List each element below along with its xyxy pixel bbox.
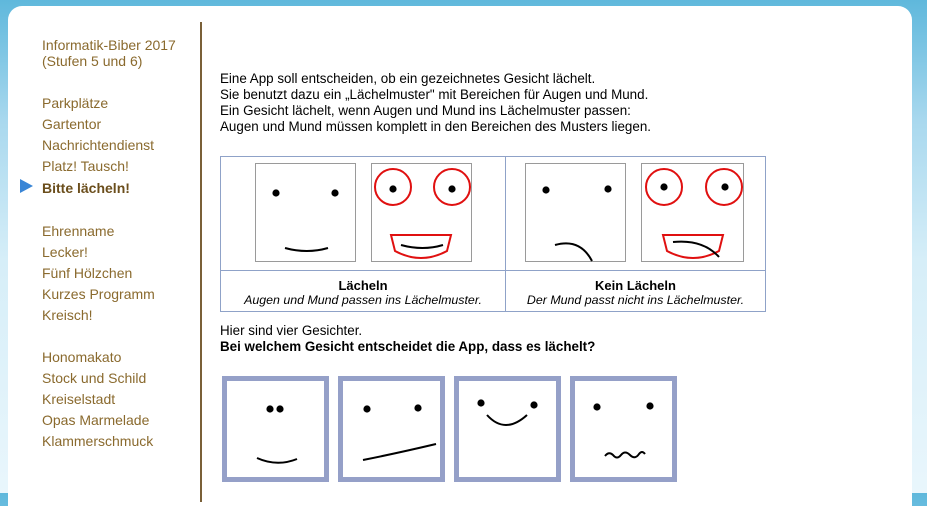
sidebar-item-fuenf-hoelzchen[interactable]: Fünf Hölzchen [42, 265, 133, 281]
sidebar-item-stock-und-schild[interactable]: Stock und Schild [42, 370, 147, 386]
intro-line: Eine App soll entscheiden, ob ein gezeichnetes Gesicht lächelt. [220, 71, 596, 86]
question-line2: Bei welchem Gesicht entscheidet die App, dass es lächelt? [220, 339, 596, 354]
example-table [220, 156, 766, 312]
question-line1: Hier sind vier Gesichter. [220, 323, 363, 338]
face-d-image [575, 381, 672, 477]
smile-pattern-match-image [371, 163, 473, 263]
example-left-title: Lächeln [338, 278, 388, 293]
intro-line: Ein Gesicht lächelt, wenn Augen und Mund ins Lächelmuster passen: [220, 103, 631, 118]
sidebar-divider [200, 22, 202, 502]
intro-line: Sie benutzt dazu ein „Lächelmuster" mit Bereichen für Augen und Mund. [220, 87, 649, 102]
face-a-image [227, 381, 324, 477]
table-divider [221, 270, 765, 271]
sidebar-item-klammerschmuck[interactable]: Klammerschmuck [42, 433, 154, 449]
sidebar-item-gartentor[interactable]: Gartentor [42, 116, 102, 132]
sidebar-item-nachrichtendienst[interactable]: Nachrichtendienst [42, 137, 155, 153]
sidebar-item-bitte-laecheln[interactable]: Bitte lächeln! [42, 180, 130, 196]
face-c-image [459, 381, 556, 477]
task-content [220, 6, 910, 506]
question-text [220, 323, 595, 355]
smiling-face-image [255, 163, 357, 263]
answer-choice-d[interactable] [570, 376, 677, 482]
example-right-subtitle: Der Mund passt nicht ins Lächelmuster. [526, 293, 745, 307]
answer-choice-a[interactable] [222, 376, 329, 482]
active-item-arrow-icon [20, 179, 33, 193]
face-b-image [343, 381, 440, 477]
sidebar-item-lecker[interactable]: Lecker! [42, 244, 88, 260]
sidebar-item-platz-tausch[interactable]: Platz! Tausch! [42, 158, 129, 174]
intro-line: Augen und Mund müssen komplett in den Bereichen des Musters liegen. [220, 119, 651, 134]
sidebar-nav [8, 6, 200, 506]
answer-choice-c[interactable] [454, 376, 561, 482]
smile-pattern-mismatch-image [641, 163, 745, 263]
sidebar-item-opas-marmelade[interactable]: Opas Marmelade [42, 412, 150, 428]
example-right-title: Kein Lächeln [595, 278, 676, 293]
sidebar-item-kreisch[interactable]: Kreisch! [42, 307, 93, 323]
non-smiling-face-image [525, 163, 627, 263]
sidebar-item-kurzes-programm[interactable]: Kurzes Programm [42, 286, 155, 302]
sidebar-item-kreiselstadt[interactable]: Kreiselstadt [42, 391, 116, 407]
sidebar-title-line1: Informatik-Biber 2017 [42, 37, 176, 53]
answer-choice-b[interactable] [338, 376, 445, 482]
sidebar-title-line2: (Stufen 5 und 6) [42, 53, 143, 69]
sidebar-title [42, 37, 176, 69]
sidebar-item-honomakato[interactable]: Honomakato [42, 349, 122, 365]
sidebar-item-parkplaetze[interactable]: Parkplätze [42, 95, 109, 111]
sidebar-item-ehrenname[interactable]: Ehrenname [42, 223, 115, 239]
main-panel [8, 6, 912, 506]
example-left-subtitle: Augen und Mund passen ins Lächelmuster. [244, 293, 482, 307]
intro-text [220, 71, 651, 135]
